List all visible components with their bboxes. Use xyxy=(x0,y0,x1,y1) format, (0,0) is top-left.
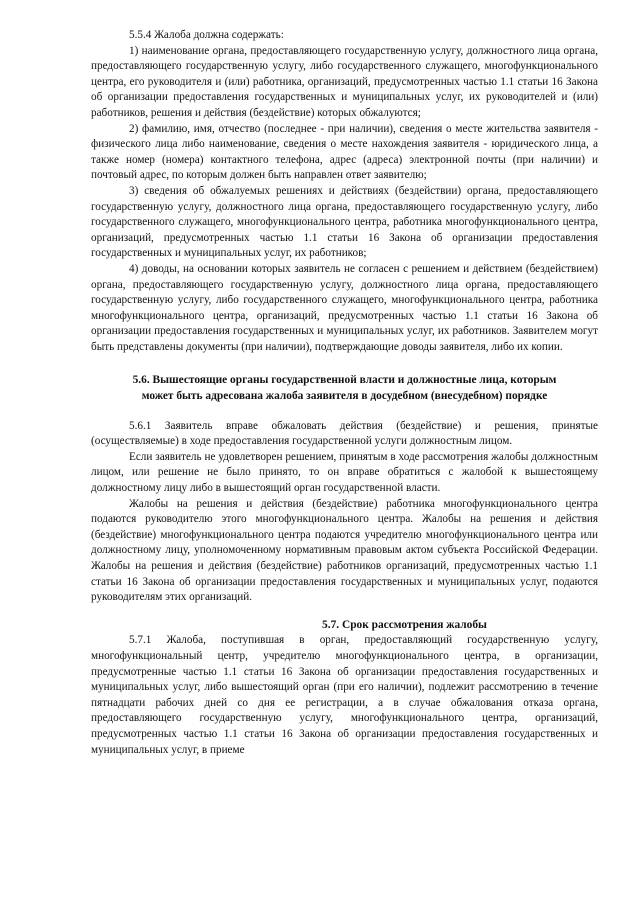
complaint-item-2: 2) фамилию, имя, отчество (последнее - при наличии), сведения о месте жительства заявителя - физического лица либо наименование, сведения о месте нахождения заявителя - юридического лица, а также номер (номера) контактного телефона, адрес (адреса) электронной почты (при наличии) и почтовый адрес, по которым должен быть направлен ответ заявителю; xyxy=(91,122,598,182)
section-5-6-paragraph-2: Если заявитель не удовлетворен решением, принятым в ходе рассмотрения жалобы должностным лицом, или решение не было принято, то он вправе обратиться с жалобой к вышестоящему должностному лицу либо в вышестоящий орган государственной власти. xyxy=(91,450,598,495)
spacer xyxy=(91,405,598,419)
section-5-6-heading xyxy=(91,373,598,404)
section-5-6-heading-line1: 5.6. Вышестоящие органы государственной власти и должностные лица, которым xyxy=(132,374,557,387)
complaint-item-4: 4) доводы, на основании которых заявитель не согласен с решением и действием (бездействием) органа, предоставляющего государственную услугу, должностного лица органа, предоставляющего государственную услугу, либо государственного служащего, многофункционального центра, работника многофункционального центра, организаций, предусмотренных частью 1.1 статьи 16 Закона об организации предоставления государственных и муниципальных услуг, их работников. Заявителем могут быть представлены документы (при наличии), подтверждающие доводы заявителя, либо их копии. xyxy=(91,262,598,353)
section-5-6-heading-line2: может быть адресована жалоба заявителя в досудебном (внесудебном) порядке xyxy=(141,390,548,403)
section-5-5-4-intro: 5.5.4 Жалоба должна содержать: xyxy=(129,29,284,41)
spacer xyxy=(91,355,598,373)
complaint-item-3: 3) сведения об обжалуемых решениях и действиях (бездействии) органа, предоставляющего государственную услугу, должностного лица органа, предоставляющего государственную услугу, либо государственного служащего, многофункционального центра, работника многофункционального центра, организаций, предусмотренных частью 1.1 статьи 16 Закона об организации предоставления государственных и муниципальных услуг, их работников; xyxy=(91,184,598,260)
spacer xyxy=(91,606,598,618)
section-5-6-paragraph-3: Жалобы на решения и действия (бездействие) работника многофункционального центра подаются руководителю этого многофункционального центра. Жалобы на решения и действия (бездействие) многофункционального центра подаются учредителю многофункционального центра или должностному лицу, уполномоченному нормативным правовым актом субъекта Российской Федерации. Жалобы на решения и действия (бездействие) работников организаций, предусмотренных частью 1.1 статьи 16 Закона об организации предоставления государственных и муниципальных услуг, подаются руководителям этих организаций. xyxy=(91,497,598,604)
section-5-7-heading: 5.7. Срок рассмотрения жалобы xyxy=(322,618,487,631)
section-5-7-1-paragraph: 5.7.1 Жалоба, поступившая в орган, предоставляющий государственную услугу, многофункциональный центр, учредителю многофункционального центра, в организации, предусмотренные частью 1.1 статьи 16 Закона об организации предоставления государственных и муниципальных услуг, либо вышестоящий орган (при его наличии), подлежит рассмотрению в течение пятнадцати рабочих дней со дня ее регистрации, а в случае обжалования отказа органа, предоставляющего государственную услугу, многофункционального центра, организаций, предусмотренных частью 1.1 статьи 16 Закона об организации предоставления государственных и муниципальных услуг, в приеме xyxy=(91,634,598,756)
section-5-6-1-paragraph: 5.6.1 Заявитель вправе обжаловать действия (бездействие) и решения, принятые (осуществляемые) в ходе предоставления государственной услуги должностным лицом. xyxy=(91,419,598,448)
complaint-item-1: 1) наименование органа, предоставляющего государственную услугу, должностного лица органа, предоставляющего государственную услугу, либо государственного служащего, многофункционального центра, его руководителя и (или) работника, организаций, предусмотренных частью 1.1 статьи 16 Закона об организации предоставления государственных и муниципальных услуг, их руководителей и (или) работников, решения и действия (бездействие) которых обжалуются; xyxy=(91,44,598,119)
